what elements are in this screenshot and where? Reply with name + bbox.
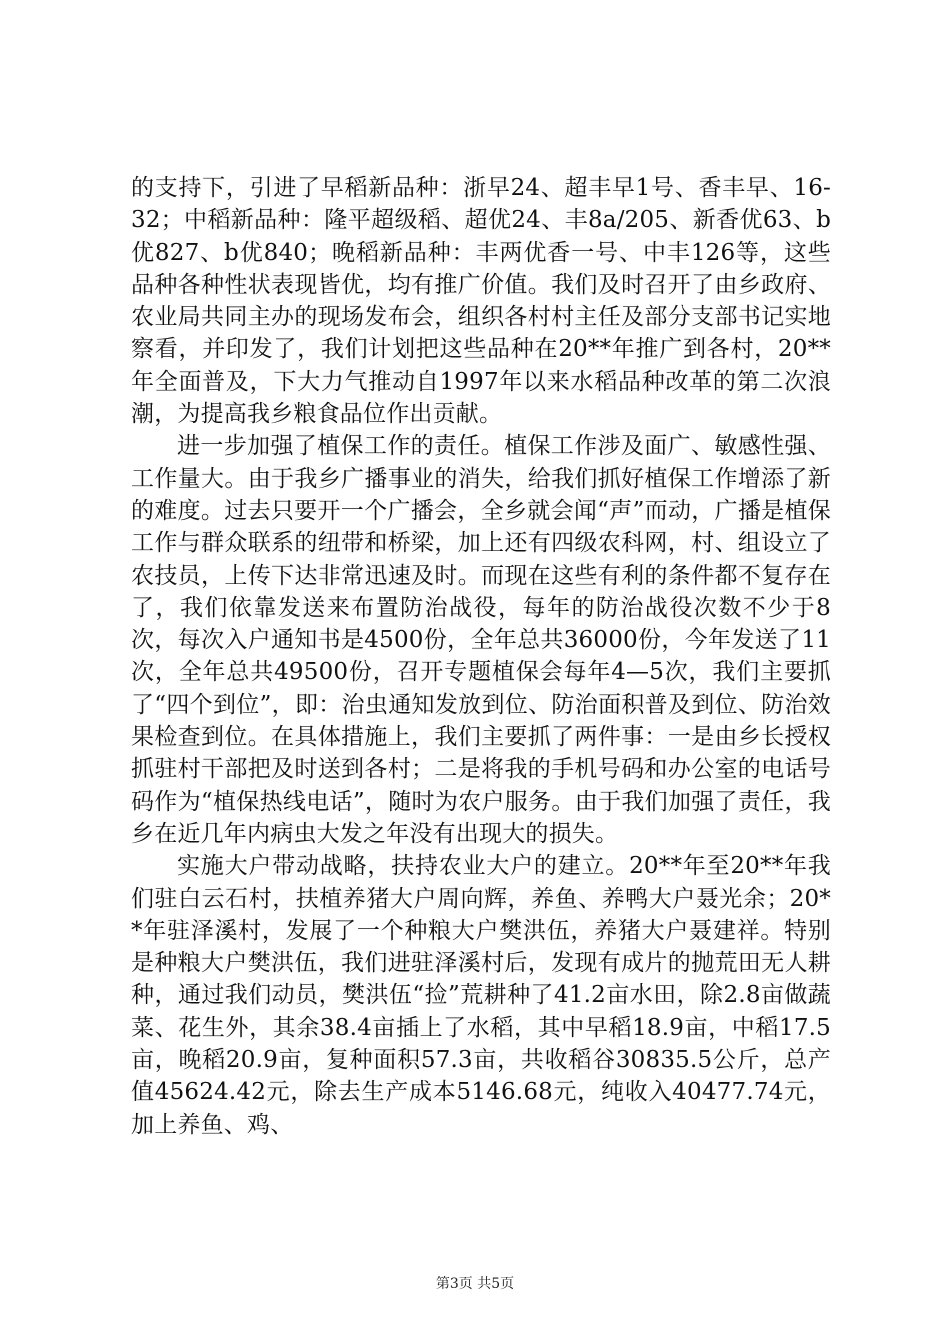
paragraph-plant-protection: 进一步加强了植保工作的责任。植保工作涉及面广、敏感性强、工作量大。由于我乡广播事业的消失，给我们抓好植保工作增添了新的难度。过去只要开一个广播会，全乡就会闻“声”而动，广播是植保工作与群众联系的纽带和桥梁，加上还有四级农科网，村、组设立了农技员，上传下达非常迅速及时。而现在这些有利的条件都不复存在了，我们依靠发送来布置防治战役，每年的防治战役次数不少于8次，每次入户通知书是4500份，全年总共36000份，今年发送了11次，全年总共49500份，召开专题植保会每年4—5次，我们主要抓了“四个到位”，即：治虫通知发放到位、防治面积普及到位、防治效果检查到位。在具体措施上，我们主要抓了两件事：一是由乡长授权抓驻村干部把及时送到各村；二是将我的手机号码和办公室的电话号码作为“植保热线电话”，随时为农户服务。由于我们加强了责任，我乡在近几年内病虫大发之年没有出现大的损失。 bbox=[131, 433, 831, 847]
page-footer: 第3页 共5页 bbox=[435, 1276, 515, 1292]
paragraph-large-households: 实施大户带动战略，扶持农业大户的建立。20**年至20**年我们驻白云石村，扶植养猪大户周向辉，养鱼、养鸭大户聂光余；20**年驻泽溪村，发展了一个种粮大户樊洪伍，养猪大户聂建祥。特别是种粮大户樊洪伍，我们进驻泽溪村后，发现有成片的抛荒田无人耕种，通过我们动员，樊洪伍“捡”荒耕种了41.2亩水田，除2.8亩做蔬菜、花生外，其余38.4亩插上了水稻，其中早稻18.9亩，中稻17.5亩，晚稻20.9亩，复种面积57.3亩，共收稻谷30835.5公斤，总产值45624.42元，除去生产成本5146.68元，纯收入40477.74元，加上养鱼、鸡、 bbox=[131, 853, 831, 1138]
paragraph-rice-varieties: 的支持下，引进了早稻新品种：浙早24、超丰早1号、香丰早、16-32；中稻新品种：隆平超级稻、超优24、丰8a/205、新香优63、b优827、b优840；晚稻新品种：丰两优香一号、中丰126等，这些品种各种性状表现皆优，均有推广价值。我们及时召开了由乡政府、农业局共同主办的现场发布会，组织各村村主任及部分支部书记实地察看，并印发了，我们计划把这些品种在20**年推广到各村，20**年全面普及，下大力气推动自1997年以来水稻品种改革的第二次浪潮，为提高我乡粮食品位作出贡献。 bbox=[131, 175, 831, 428]
document-body bbox=[131, 172, 831, 1141]
